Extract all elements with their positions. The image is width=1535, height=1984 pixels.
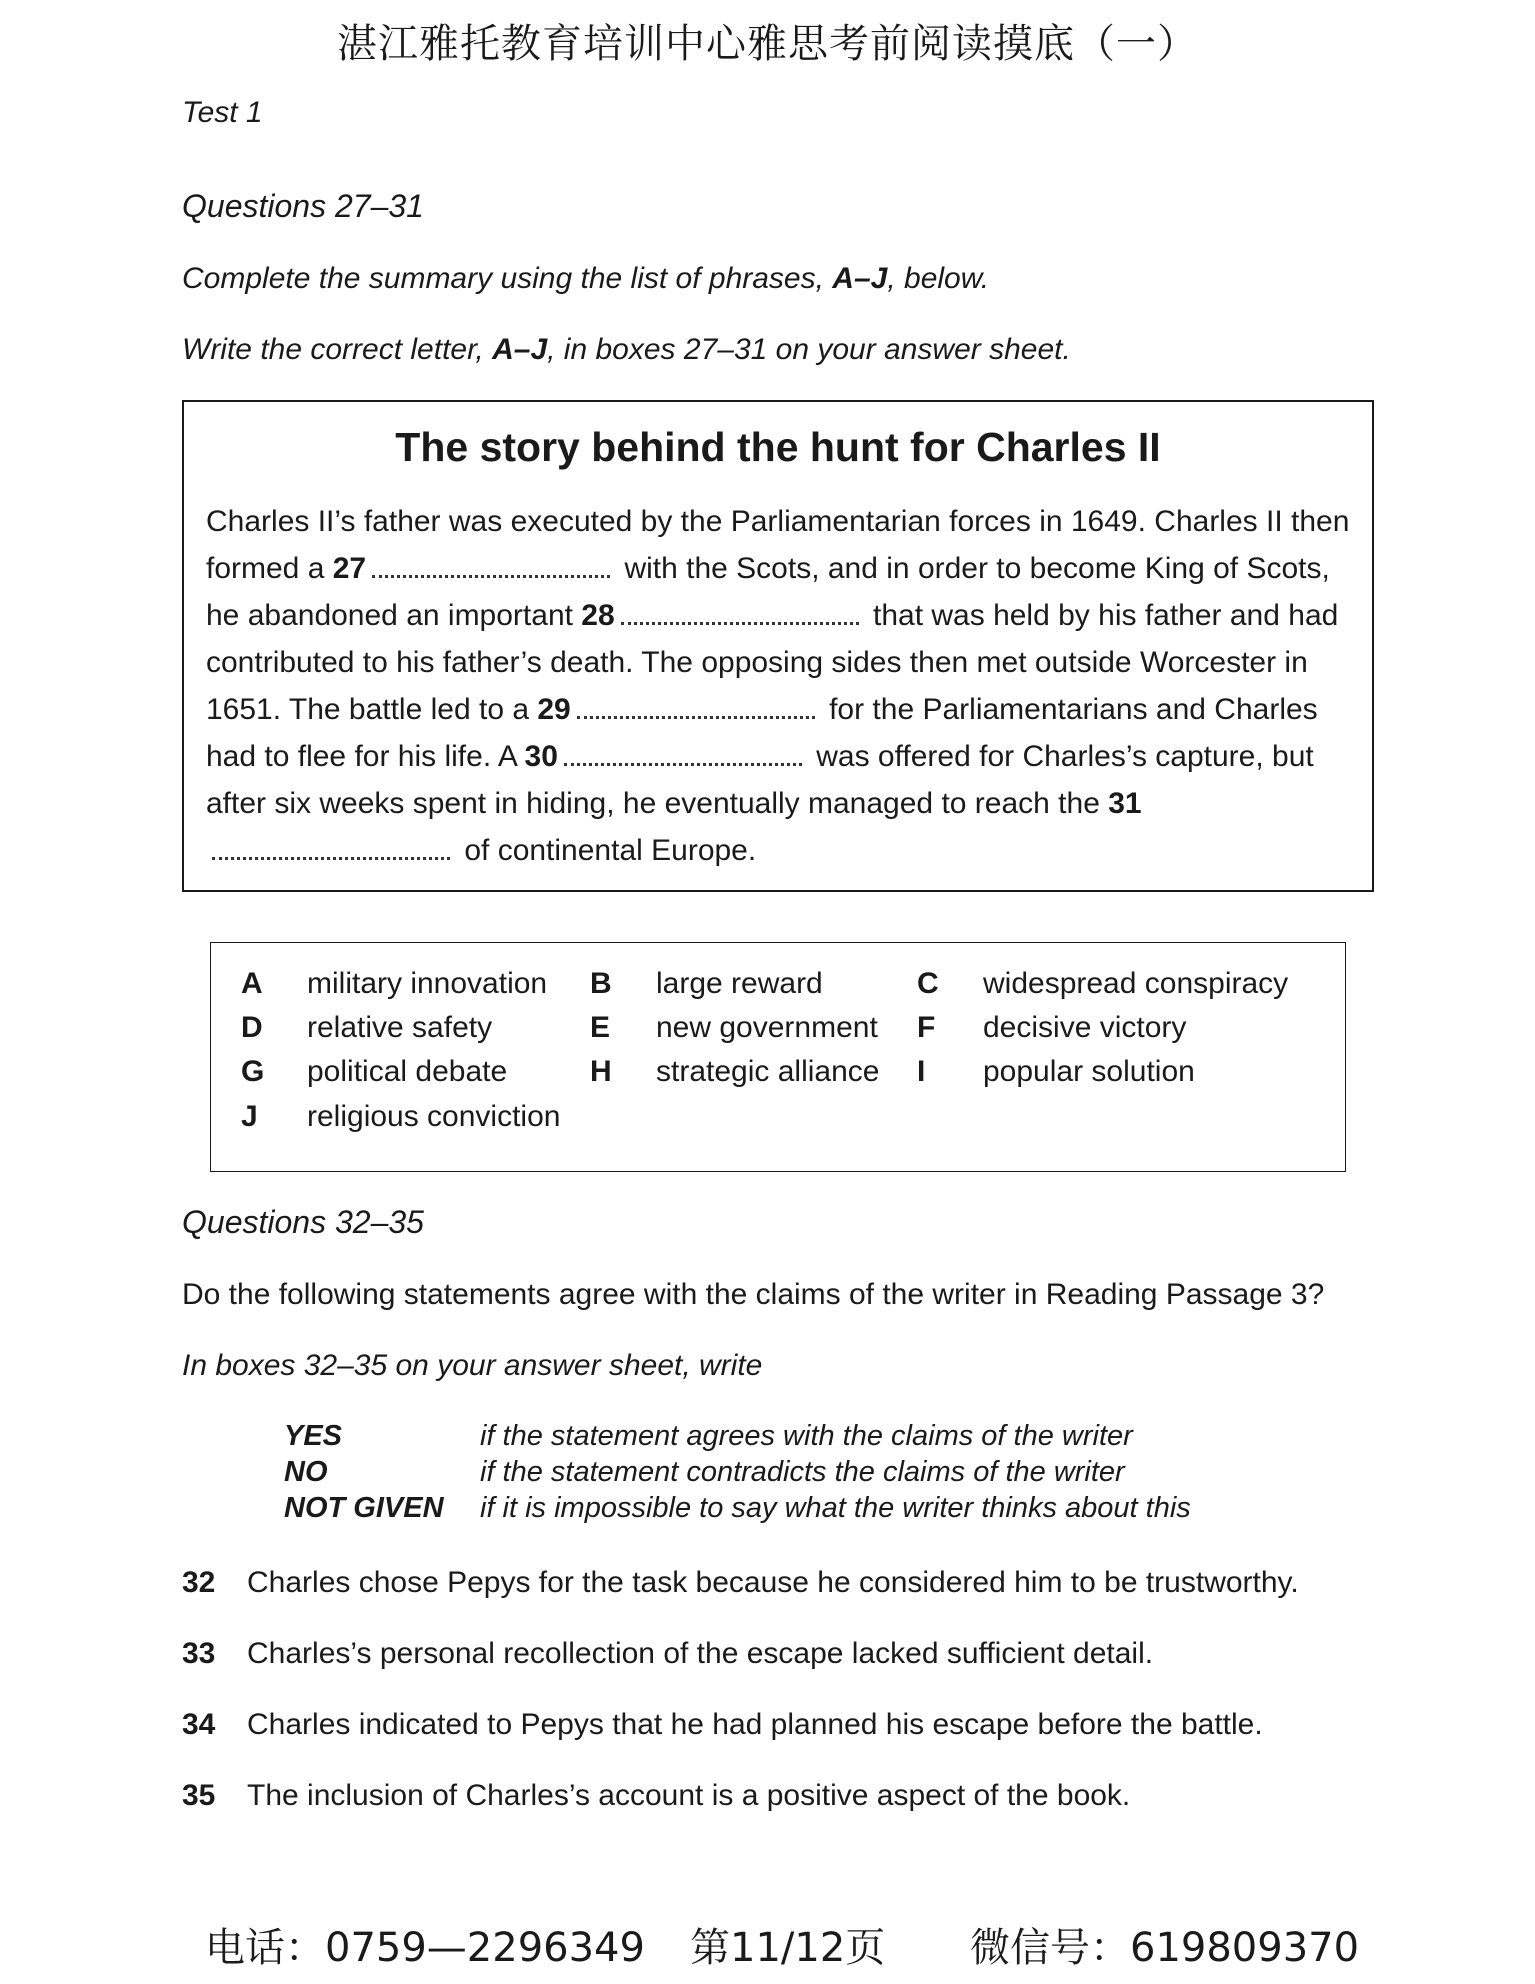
statement-text: The inclusion of Charles’s account is a positive aspect of the book. [247, 1779, 1131, 1812]
option-phrase: large reward [656, 967, 823, 1000]
legend-key: NO [284, 1456, 328, 1488]
instruction-text: Complete the summary using the list of phrases, [182, 262, 833, 295]
footer-phone: 电话：0759—2296349 [205, 1925, 645, 1971]
instruction-text: Write the correct letter, [182, 333, 493, 366]
questions-32-35-heading: Questions 32–35 [182, 1204, 424, 1240]
option-letter: A [241, 967, 263, 1000]
option-letter: E [590, 1011, 611, 1044]
section2-question: Do the following statements agree with the claims of the writer in Reading Passage 3? [182, 1278, 1325, 1311]
answer-instruction [182, 333, 1071, 367]
answer-gap-30[interactable] [564, 743, 802, 766]
gap-number-29: 29 [537, 693, 571, 726]
summary-text [206, 498, 1356, 874]
option-letter: G [241, 1055, 265, 1088]
legend-key: YES [284, 1420, 343, 1452]
footer-page-number: 第11/12页 [690, 1925, 886, 1971]
questions-27-31-heading: Questions 27–31 [182, 188, 424, 224]
summary-sentence: for the Parliamentarians and Charles had to flee for his life. A [206, 693, 1318, 773]
option-letter: D [241, 1011, 263, 1044]
instruction-range: A–J [832, 262, 888, 295]
section2-instruction: In boxes 32–35 on your answer sheet, write [182, 1349, 763, 1382]
gap-number-30: 30 [524, 740, 558, 773]
statement-number: 35 [182, 1779, 216, 1812]
instruction-text: , in boxes 27–31 on your answer sheet. [547, 333, 1071, 366]
legend-desc: if the statement contradicts the claims of the writer [480, 1456, 1125, 1488]
option-phrase: new government [656, 1011, 878, 1044]
summary-box [182, 400, 1374, 892]
option-phrase: relative safety [307, 1011, 493, 1044]
answer-legend [284, 1420, 1284, 1530]
option-letter: I [917, 1055, 926, 1088]
statement-number: 33 [182, 1637, 216, 1670]
option-phrase: decisive victory [983, 1011, 1187, 1044]
option-letter: F [917, 1011, 936, 1044]
legend-desc: if the statement agrees with the claims of the writer [480, 1420, 1133, 1452]
statement-number: 32 [182, 1566, 216, 1599]
summary-instruction [182, 262, 989, 296]
answer-gap-31[interactable] [212, 837, 450, 860]
option-phrase: popular solution [983, 1055, 1195, 1088]
summary-sentence: with the Scots, and in order to become King of Scots, he abandoned an important [206, 552, 1330, 632]
option-phrase: political debate [307, 1055, 508, 1088]
summary-sentence: of continental Europe. [456, 834, 757, 867]
statement-text: Charles’s personal recollection of the escape lacked sufficient detail. [247, 1637, 1154, 1670]
gap-number-27: 27 [332, 552, 367, 585]
answer-gap-27[interactable] [372, 555, 610, 578]
footer-wechat: 微信号：619809370 [970, 1925, 1360, 1971]
test-label: Test 1 [182, 96, 263, 129]
option-letter: H [590, 1055, 612, 1088]
instruction-text: , below. [887, 262, 990, 295]
summary-sentence: Charles II’s father was executed by the Parliamentarian forces in 1649. Charles II then formed a [206, 505, 1350, 585]
option-phrase: religious conviction [307, 1100, 561, 1133]
option-letter: C [917, 967, 939, 1000]
option-phrase: widespread conspiracy [983, 967, 1289, 1000]
phrase-options-box [210, 942, 1346, 1172]
summary-title: The story behind the hunt for Charles II [395, 424, 1161, 470]
legend-desc: if it is impossible to say what the writer thinks about this [480, 1492, 1191, 1524]
summary-sentence: was offered for Charles’s capture, but after six weeks spent in hiding, he eventually managed to reach the [206, 740, 1314, 820]
option-letter: J [241, 1100, 258, 1133]
option-phrase: strategic alliance [656, 1055, 880, 1088]
answer-gap-28[interactable] [621, 602, 859, 625]
option-letter: B [590, 967, 612, 1000]
statement-text: Charles indicated to Pepys that he had planned his escape before the battle. [247, 1708, 1263, 1741]
option-phrase: military innovation [307, 967, 548, 1000]
legend-key: NOT GIVEN [284, 1492, 444, 1524]
statement-number: 34 [182, 1708, 216, 1741]
page-title: 湛江雅托教育培训中心雅思考前阅读摸底（一） [337, 21, 1198, 67]
statement-text: Charles chose Pepys for the task because he considered him to be trustworthy. [247, 1566, 1299, 1599]
instruction-range: A–J [492, 333, 548, 366]
gap-number-28: 28 [581, 599, 615, 632]
summary-sentence: that was held by his father and had contributed to his father’s death. The opposing sides then met outside Worcester in 1651. The battle led to a [206, 599, 1339, 726]
answer-gap-29[interactable] [577, 696, 815, 719]
gap-number-31: 31 [1108, 787, 1142, 820]
